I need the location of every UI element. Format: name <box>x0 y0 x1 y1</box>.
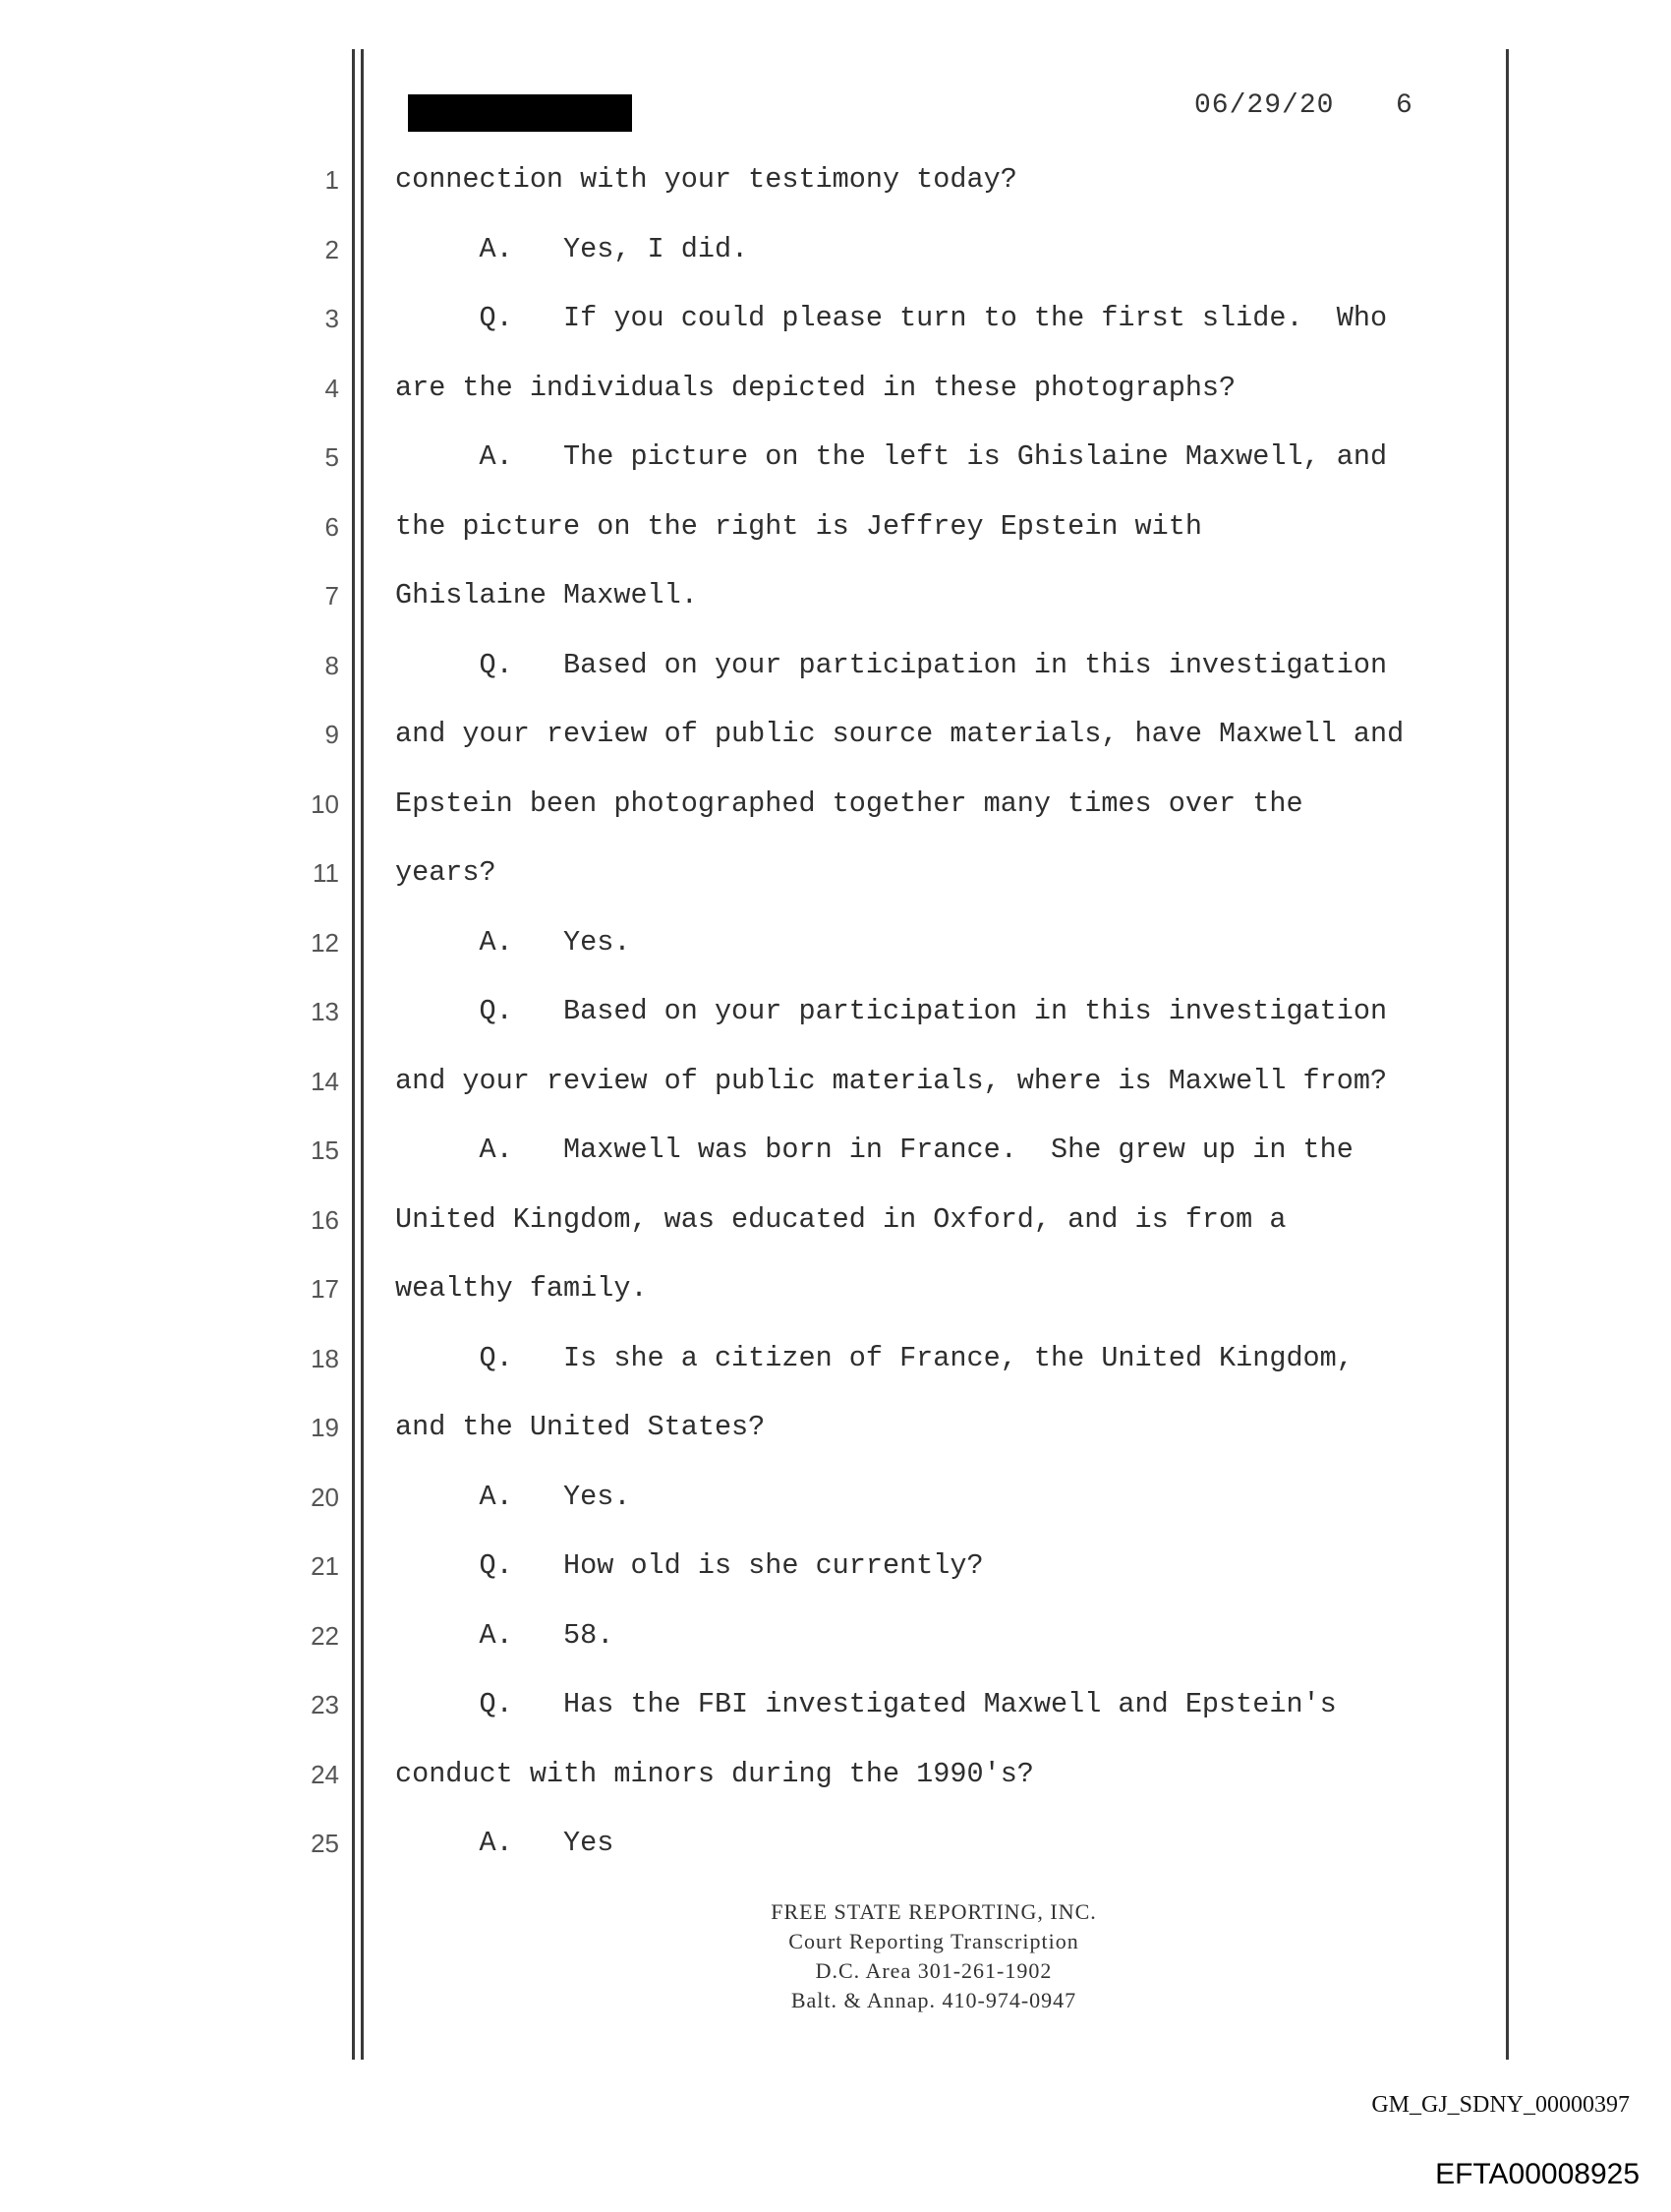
reporter-footer <box>590 1897 1278 2015</box>
line-number: 3 <box>324 304 339 333</box>
line-number: 21 <box>311 1551 339 1581</box>
line-number: 1 <box>324 165 339 195</box>
line-number: 22 <box>311 1621 339 1651</box>
transcript-line: years? <box>395 856 496 889</box>
transcript-line: and your review of public materials, where is Maxwell from? <box>395 1065 1388 1097</box>
transcript-line: Q. Based on your participation in this investigation <box>395 995 1388 1027</box>
line-number: 15 <box>311 1135 339 1165</box>
line-number: 11 <box>313 858 339 888</box>
footer-company: FREE STATE REPORTING, INC. <box>771 1899 1097 1924</box>
transcript-line: Q. Has the FBI investigated Maxwell and Epstein's <box>395 1688 1337 1720</box>
transcript-line: A. Yes <box>395 1827 614 1859</box>
line-number: 16 <box>311 1205 339 1235</box>
transcript-line: and your review of public source materials, have Maxwell and <box>395 718 1405 750</box>
line-number: 24 <box>311 1760 339 1789</box>
transcript-line: Epstein been photographed together many times over the <box>395 787 1303 820</box>
transcript-line: A. The picture on the left is Ghislaine Maxwell, and <box>395 440 1388 473</box>
transcript-line: A. Maxwell was born in France. She grew up in the <box>395 1134 1354 1166</box>
line-number: 23 <box>311 1690 339 1719</box>
line-number: 2 <box>324 235 339 264</box>
line-number: 25 <box>311 1829 339 1858</box>
transcript-line: the picture on the right is Jeffrey Epstein with <box>395 510 1202 543</box>
footer-services: Court Reporting Transcription <box>788 1929 1079 1953</box>
line-number: 19 <box>311 1413 339 1442</box>
left-margin-rule-inner <box>361 49 364 2060</box>
line-number: 5 <box>324 442 339 472</box>
line-number: 17 <box>311 1274 339 1304</box>
transcript-line: connection with your testimony today? <box>395 163 1017 196</box>
line-number: 13 <box>311 997 339 1026</box>
line-number: 20 <box>311 1483 339 1512</box>
line-number: 18 <box>311 1344 339 1373</box>
transcript-line: Q. How old is she currently? <box>395 1549 984 1582</box>
left-margin-rule-outer <box>352 49 355 2060</box>
transcript-line: A. 58. <box>395 1619 614 1652</box>
transcript-line: A. Yes. <box>395 926 631 959</box>
transcript-line: A. Yes. <box>395 1481 631 1513</box>
transcript-line: Q. Is she a citizen of France, the United Kingdom, <box>395 1342 1354 1374</box>
transcript-line: conduct with minors during the 1990's? <box>395 1758 1034 1790</box>
line-number: 12 <box>311 928 339 958</box>
transcript-line: Q. Based on your participation in this investigation <box>395 649 1388 681</box>
line-number: 8 <box>324 651 339 680</box>
efta-number: EFTA00008925 <box>1435 2158 1640 2190</box>
header-date: 06/29/20 <box>1194 90 1335 121</box>
transcript-line: Q. If you could please turn to the first slide. Who <box>395 302 1388 334</box>
footer-dc-phone: D.C. Area 301-261-1902 <box>815 1958 1053 1983</box>
transcript-line: wealthy family. <box>395 1272 648 1305</box>
redaction-box <box>408 94 632 132</box>
line-number: 4 <box>324 374 339 403</box>
line-number: 6 <box>324 512 339 542</box>
transcript-line: A. Yes, I did. <box>395 233 749 265</box>
footer-balt-phone: Balt. & Annap. 410-974-0947 <box>790 1988 1077 2012</box>
line-number: 7 <box>324 581 339 611</box>
transcript-line: United Kingdom, was educated in Oxford, and is from a <box>395 1203 1287 1236</box>
bates-number: GM_GJ_SDNY_00000397 <box>1371 2092 1630 2118</box>
transcript-line: Ghislaine Maxwell. <box>395 579 698 611</box>
header-page-number: 6 <box>1396 90 1412 121</box>
right-margin-rule <box>1506 49 1509 2060</box>
line-number: 9 <box>324 720 339 749</box>
line-number: 14 <box>311 1067 339 1096</box>
transcript-line: and the United States? <box>395 1411 766 1443</box>
transcript-line: are the individuals depicted in these photographs? <box>395 372 1237 404</box>
line-number: 10 <box>311 789 339 819</box>
